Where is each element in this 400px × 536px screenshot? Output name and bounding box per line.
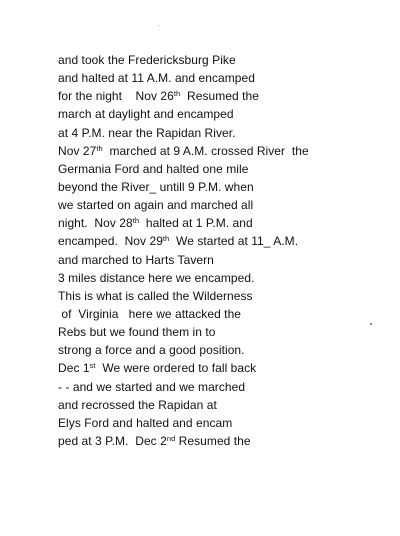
text-line [58,87,378,105]
text-segment: Germania Ford and halted one mile [58,161,249,176]
text-line [58,51,378,69]
text-line [58,432,378,450]
text-segment: halted at 1 P.M. and [139,216,253,231]
text-line [58,124,378,142]
text-segment: Resumed the [180,89,259,104]
text-line [58,396,378,414]
text-line [58,287,378,305]
scan-speck [158,25,159,26]
text-line [58,359,378,377]
text-segment: night. Nov 28 [58,216,133,231]
text-segment: beyond the River_ untill 9 P.M. when [58,179,254,194]
text-segment: strong a force and a good position. [58,343,245,358]
text-segment: and halted at 11 A.M. and encamped [58,71,255,86]
text-line [58,305,378,323]
text-line [58,378,378,396]
ordinal-suffix: th [162,234,170,244]
text-line [58,160,378,178]
text-line [58,323,378,341]
text-segment: and marched to Harts Tavern [58,252,214,267]
text-line [58,232,378,250]
text-segment: Dec 1 [58,361,90,376]
text-line [58,142,378,160]
text-segment: of Virginia here we attacked the [58,306,242,321]
text-line [58,341,378,359]
text-segment: We started at 11_ A.M. [169,234,299,249]
ordinal-suffix: th [132,216,140,226]
text-line [58,105,378,123]
ordinal-suffix: st [89,361,96,371]
text-segment: and took the Fredericksburg Pike [58,53,236,67]
text-line [58,196,378,214]
text-line [58,214,378,232]
text-segment: marched at 9 A.M. crossed River the [102,143,309,158]
text-segment: at 4 P.M. near the Rapidan River. [58,125,236,140]
text-line [58,69,378,87]
text-segment: Elys Ford and halted and encam [58,415,233,430]
ordinal-suffix: th [96,143,103,153]
text-segment: This is what is called the Wilderness [58,288,253,303]
text-line [58,251,378,269]
text-segment: 3 miles distance here we encamped. [58,270,255,285]
text-line [58,178,378,196]
transcription-text [58,51,378,450]
ordinal-suffix: th [173,89,181,99]
text-segment: for the night Nov 26 [58,89,174,104]
text-segment: ped at 3 P.M. Dec 2 [58,433,167,448]
text-segment: Resumed the [175,433,251,448]
text-segment: Nov 27 [58,143,97,158]
text-segment: march at daylight and encamped [58,107,234,122]
text-line [58,269,378,287]
text-segment: Rebs but we found them in to [58,325,216,340]
text-segment: we started on again and marched all [58,198,254,213]
text-segment: and recrossed the Rapidan at [58,397,217,412]
text-line [58,414,378,432]
text-segment: encamped. Nov 29 [58,234,163,249]
ordinal-suffix: nd [166,433,176,443]
text-segment: - - and we started and we marched [58,379,246,394]
text-segment: We were ordered to fall back [95,361,257,376]
